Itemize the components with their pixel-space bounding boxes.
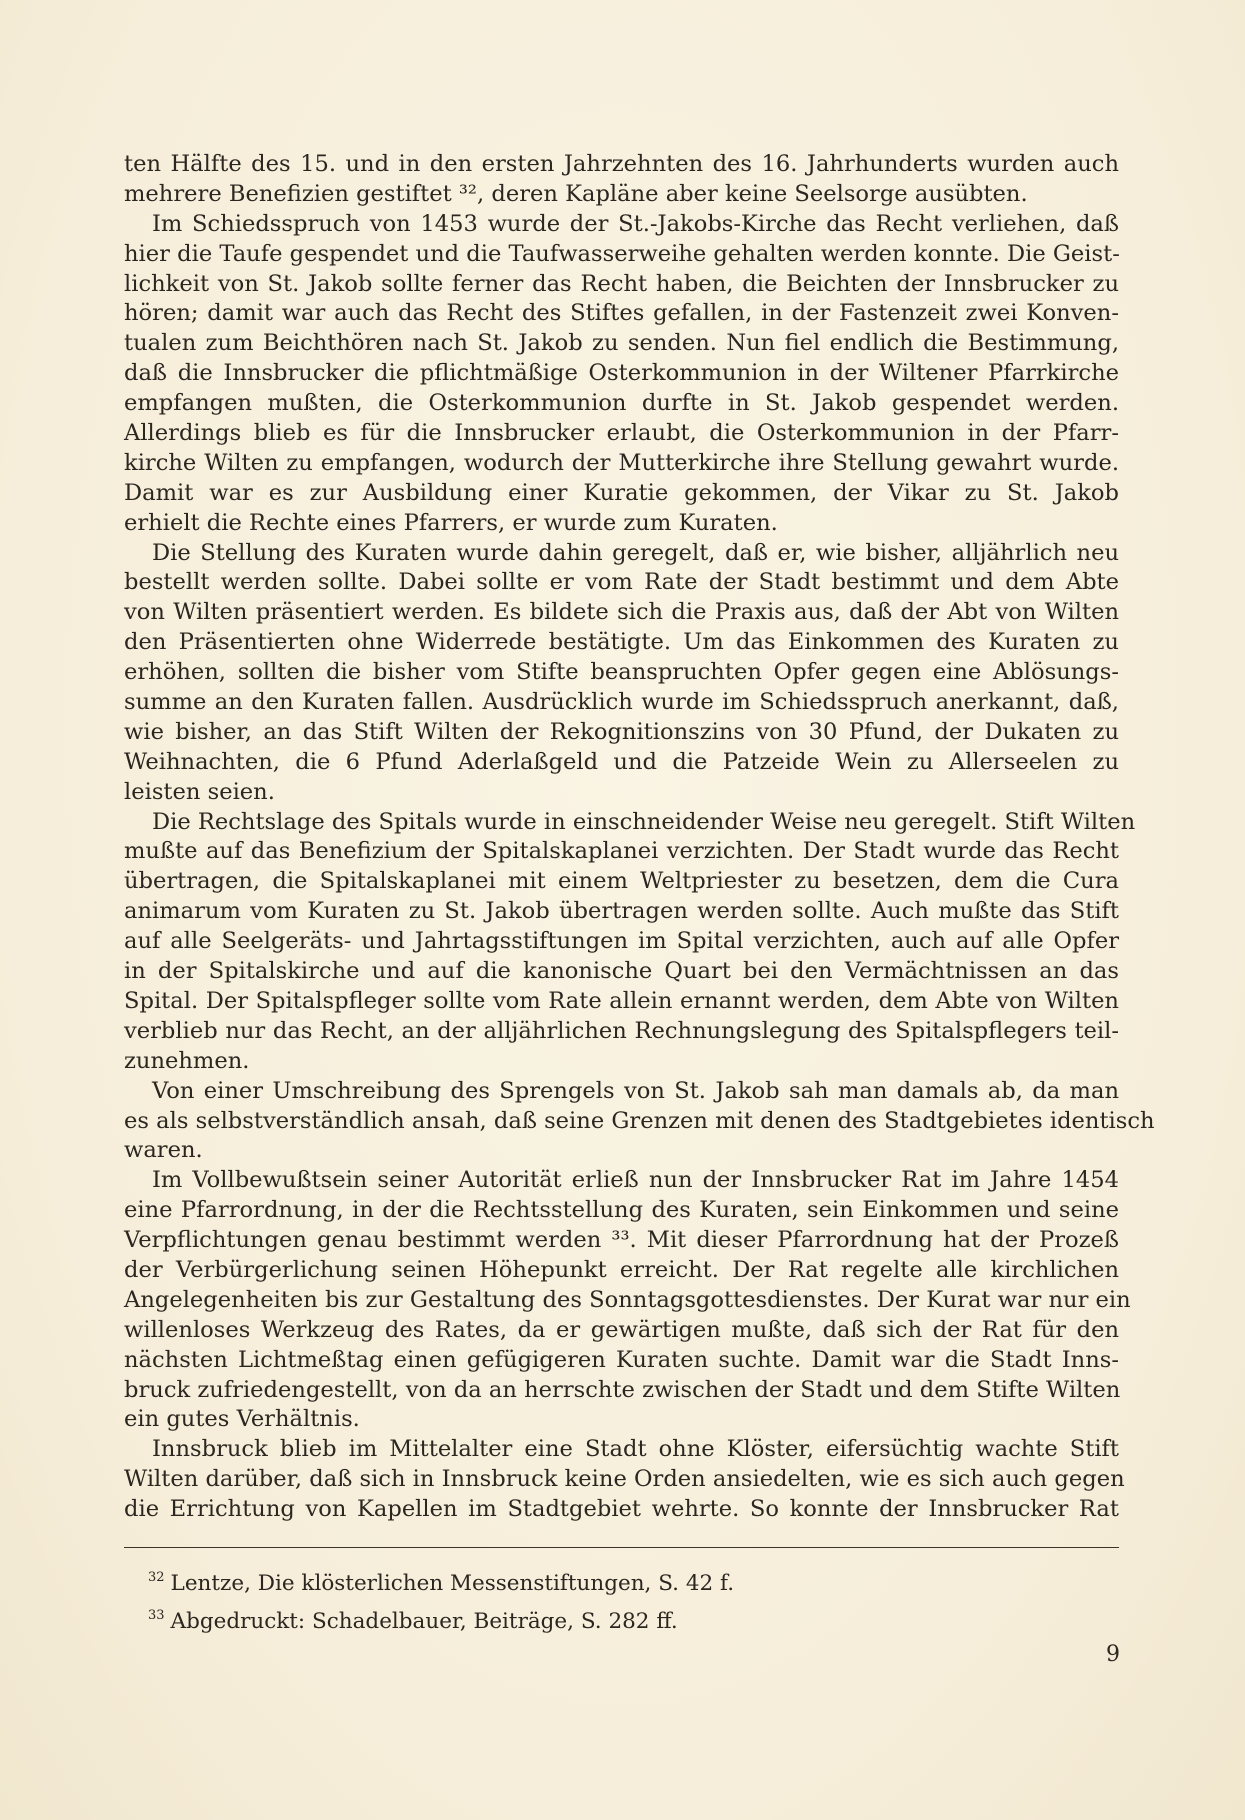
text-line: nächsten Lichtmeßtag einen gefügigeren Kuraten suchte. Damit war die Stadt Inns-	[124, 1346, 1119, 1373]
text-line: übertragen, die Spitalskaplanei mit einem Weltpriester zu besetzen, dem die Cura	[124, 868, 1119, 895]
text-line: Allerdings blieb es für die Innsbrucker erlaubt, die Osterkommunion in der Pfarr-	[124, 420, 1119, 447]
footnote-number: 33	[148, 1608, 165, 1623]
text-line: die Errichtung von Kapellen im Stadtgebiet wehrte. So konnte der Innsbrucker Rat	[124, 1496, 1119, 1523]
text-line: wie bisher, an das Stift Wilten der Rekognitionszins von 30 Pfund, der Dukaten zu	[124, 718, 1119, 745]
text-line: Die Stellung des Kuraten wurde dahin geregelt, daß er, wie bisher, alljährlich neu	[152, 539, 1119, 566]
footnote-32	[148, 1562, 734, 1600]
text-line: summe an den Kuraten fallen. Ausdrücklich wurde im Schiedsspruch anerkannt, daß,	[124, 689, 1119, 716]
text-line: erhielt die Rechte eines Pfarrers, er wurde zum Kuraten.	[124, 509, 778, 536]
footnotes	[148, 1562, 734, 1638]
text-line: daß die Innsbrucker die pflichtmäßige Osterkommunion in der Wiltener Pfarrkirche	[124, 360, 1119, 387]
text-line: animarum vom Kuraten zu St. Jakob übertragen werden sollte. Auch mußte das Stift	[124, 898, 1119, 925]
text-line: es als selbstverständlich ansah, daß seine Grenzen mit denen des Stadtgebietes identisch	[124, 1107, 1155, 1134]
text-line: bruck zufriedengestellt, von da an herrschte zwischen der Stadt und dem Stifte Wilten	[124, 1376, 1121, 1403]
text-line: Weihnachten, die 6 Pfund Aderlaßgeld und die Patzeide Wein zu Allerseelen zu	[124, 748, 1119, 775]
text-line: hören; damit war auch das Recht des Stiftes gefallen, in der Fastenzeit zwei Konven-	[124, 300, 1119, 327]
text-line: tualen zum Beichthören nach St. Jakob zu senden. Nun fiel endlich die Bestimmung,	[124, 330, 1119, 357]
text-line: in der Spitalskirche und auf die kanonische Quart bei den Vermächtnissen an das	[124, 958, 1119, 985]
text-line: ein gutes Verhältnis.	[124, 1406, 360, 1433]
text-line: Im Schiedsspruch von 1453 wurde der St.-Jakobs-Kirche das Recht verliehen, daß	[152, 210, 1119, 237]
text-line: Im Vollbewußtsein seiner Autorität erließ nun der Innsbrucker Rat im Jahre 1454	[152, 1167, 1119, 1194]
text-line: Wilten darüber, daß sich in Innsbruck keine Orden ansiedelten, wie es sich auch gegen	[124, 1466, 1125, 1493]
text-line: waren.	[124, 1137, 203, 1164]
body-text	[124, 150, 1155, 1525]
text-line: erhöhen, sollten die bisher vom Stifte beanspruchten Opfer gegen eine Ablösungs-	[124, 659, 1119, 686]
text-line: den Präsentierten ohne Widerrede bestätigte. Um das Einkommen des Kuraten zu	[124, 629, 1119, 656]
text-line: mußte auf das Benefizium der Spitalskaplanei verzichten. Der Stadt wurde das Recht	[124, 838, 1119, 865]
text-line: Von einer Umschreibung des Sprengels von St. Jakob sah man damals ab, da man	[152, 1077, 1119, 1104]
text-line: empfangen mußten, die Osterkommunion durfte in St. Jakob gespendet werden.	[124, 390, 1119, 417]
text-line: bestellt werden sollte. Dabei sollte er vom Rate der Stadt bestimmt und dem Abte	[124, 569, 1119, 596]
text-line: Innsbruck blieb im Mittelalter eine Stadt ohne Klöster, eifersüchtig wachte Stift	[152, 1436, 1119, 1463]
text-line: Damit war es zur Ausbildung einer Kuratie gekommen, der Vikar zu St. Jakob	[124, 479, 1119, 506]
text-line: hier die Taufe gespendet und die Taufwasserweihe gehalten werden konnte. Die Geist-	[124, 240, 1120, 267]
footnote-text: Lentze, Die klösterlichen Messenstiftungen, S. 42 f.	[170, 1571, 735, 1596]
footnote-text: Abgedruckt: Schadelbauer, Beiträge, S. 282 ff.	[170, 1609, 678, 1634]
footnote-divider	[124, 1547, 1119, 1548]
text-line: Spital. Der Spitalspfleger sollte vom Rate allein ernannt werden, dem Abte von Wilten	[124, 987, 1119, 1014]
text-line: Verpflichtungen genau bestimmt werden ³³. Mit dieser Pfarrordnung hat der Prozeß	[124, 1227, 1119, 1254]
text-line: verblieb nur das Recht, an der alljährlichen Rechnungslegung des Spitalspflegers teil-	[124, 1017, 1119, 1044]
footnote-number: 32	[148, 1570, 165, 1585]
text-line: leisten seien.	[124, 778, 275, 805]
text-line: Angelegenheiten bis zur Gestaltung des Sonntagsgottesdienstes. Der Kurat war nur ein	[124, 1286, 1131, 1313]
text-line: ten Hälfte des 15. und in den ersten Jahrzehnten des 16. Jahrhunderts wurden auch	[124, 151, 1119, 177]
text-line: eine Pfarrordnung, in der die Rechtsstellung des Kuraten, sein Einkommen und seine	[124, 1197, 1119, 1224]
text-line: willenloses Werkzeug des Rates, da er gewärtigen mußte, daß sich der Rat für den	[124, 1316, 1119, 1343]
text-line: von Wilten präsentiert werden. Es bildete sich die Praxis aus, daß der Abt von Wilten	[124, 599, 1119, 626]
text-line: lichkeit von St. Jakob sollte ferner das Recht haben, die Beichten der Innsbrucker zu	[124, 270, 1119, 297]
text-line: auf alle Seelgeräts- und Jahrtagsstiftungen im Spital verzichten, auch auf alle Opfer	[124, 928, 1119, 955]
footnote-33	[148, 1600, 734, 1638]
text-line: zunehmen.	[124, 1047, 250, 1074]
text-line: der Verbürgerlichung seinen Höhepunkt erreicht. Der Rat regelte alle kirchlichen	[124, 1256, 1119, 1283]
text-line: kirche Wilten zu empfangen, wodurch der Mutterkirche ihre Stellung gewahrt wurde.	[124, 449, 1119, 476]
page-number: 9	[1106, 1642, 1120, 1667]
text-line: mehrere Benefizien gestiftet ³², deren Kapläne aber keine Seelsorge ausübten.	[124, 180, 1028, 207]
text-line: Die Rechtslage des Spitals wurde in einschneidender Weise neu geregelt. Stift Wilten	[152, 808, 1136, 835]
